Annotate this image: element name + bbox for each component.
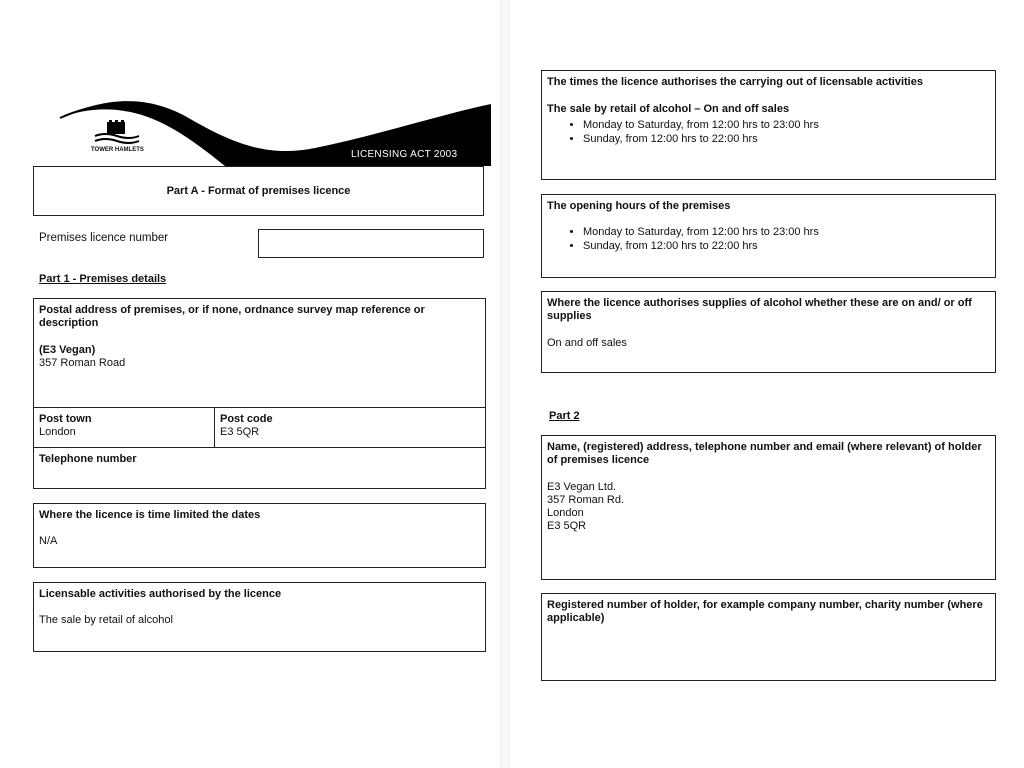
holder-line: E3 Vegan Ltd. — [547, 481, 617, 493]
time-limited-label: Where the licence is time limited the dates — [39, 509, 261, 521]
left-page — [0, 0, 500, 768]
post-code-value: E3 5QR — [220, 426, 260, 438]
registered-number-box — [541, 593, 996, 681]
licensable-times-label: The times the licence authorises the carrying out of licensable activities — [547, 76, 923, 88]
licensable-times-box — [541, 70, 996, 180]
holder-line: London — [547, 507, 584, 519]
post-code-label: Post code — [220, 413, 273, 425]
time-limited-box — [33, 503, 486, 568]
activities-label: Licensable activities authorised by the licence — [39, 588, 282, 600]
address-line: 357 Roman Road — [39, 357, 126, 369]
part1-heading: Part 1 - Premises details — [39, 273, 167, 285]
opening-hours-label: The opening hours of the premises — [547, 200, 731, 212]
holder-box — [541, 435, 996, 580]
telephone-label: Telephone number — [39, 453, 137, 465]
list-item: • Sunday, from 12:00 hrs to 22:00 hrs — [583, 132, 990, 146]
post-town-label: Post town — [39, 413, 92, 425]
telephone-box — [33, 447, 486, 489]
part2-heading: Part 2 — [549, 410, 580, 422]
right-page — [510, 0, 1024, 768]
licence-number-label: Premises licence number — [39, 232, 169, 244]
address-name: (E3 Vegan) — [39, 344, 96, 356]
list-item: • Sunday, from 12:00 hrs to 22:00 hrs — [583, 239, 990, 253]
post-town-value: London — [39, 426, 76, 438]
supplies-label: Where the licence authorises supplies of alcohol whether these are on and/ or off supplies — [547, 297, 972, 322]
list-item: • Monday to Saturday, from 12:00 hrs to 23:00 hrs — [583, 225, 990, 239]
part-a-title-box — [33, 166, 484, 216]
supplies-value: On and off sales — [547, 337, 627, 349]
part-a-title: Part A - Format of premises licence — [166, 185, 351, 197]
tower-hamlets-logo-icon — [93, 120, 141, 146]
logo-text: TOWER HAMLETS — [91, 147, 144, 153]
licensing-act-label: LICENSING ACT 2003 — [351, 149, 458, 160]
licence-number-field[interactable] — [258, 229, 484, 258]
post-town-box — [33, 407, 215, 448]
activities-value: The sale by retail of alcohol — [39, 614, 173, 626]
opening-times-list — [547, 225, 990, 253]
holder-line: E3 5QR — [547, 520, 587, 532]
opening-hours-box — [541, 194, 996, 278]
activities-box — [33, 582, 486, 652]
sale-times-list — [547, 118, 990, 146]
holder-label: Name, (registered) address, telephone number and email (where relevant) of holder of premises licence — [547, 441, 982, 466]
address-box — [33, 298, 486, 408]
list-item: • Monday to Saturday, from 12:00 hrs to 23:00 hrs — [583, 118, 990, 132]
sale-heading: The sale by retail of alcohol – On and off sales — [547, 103, 790, 115]
holder-line: 357 Roman Rd. — [547, 494, 625, 506]
address-label: Postal address of premises, or if none, ordnance survey map reference or description — [39, 304, 425, 329]
registered-number-label: Registered number of holder, for example company number, charity number (where applicable) — [547, 599, 983, 624]
supplies-box — [541, 291, 996, 373]
page-gutter — [500, 0, 510, 768]
post-code-box — [214, 407, 486, 448]
time-limited-value: N/A — [39, 535, 58, 547]
